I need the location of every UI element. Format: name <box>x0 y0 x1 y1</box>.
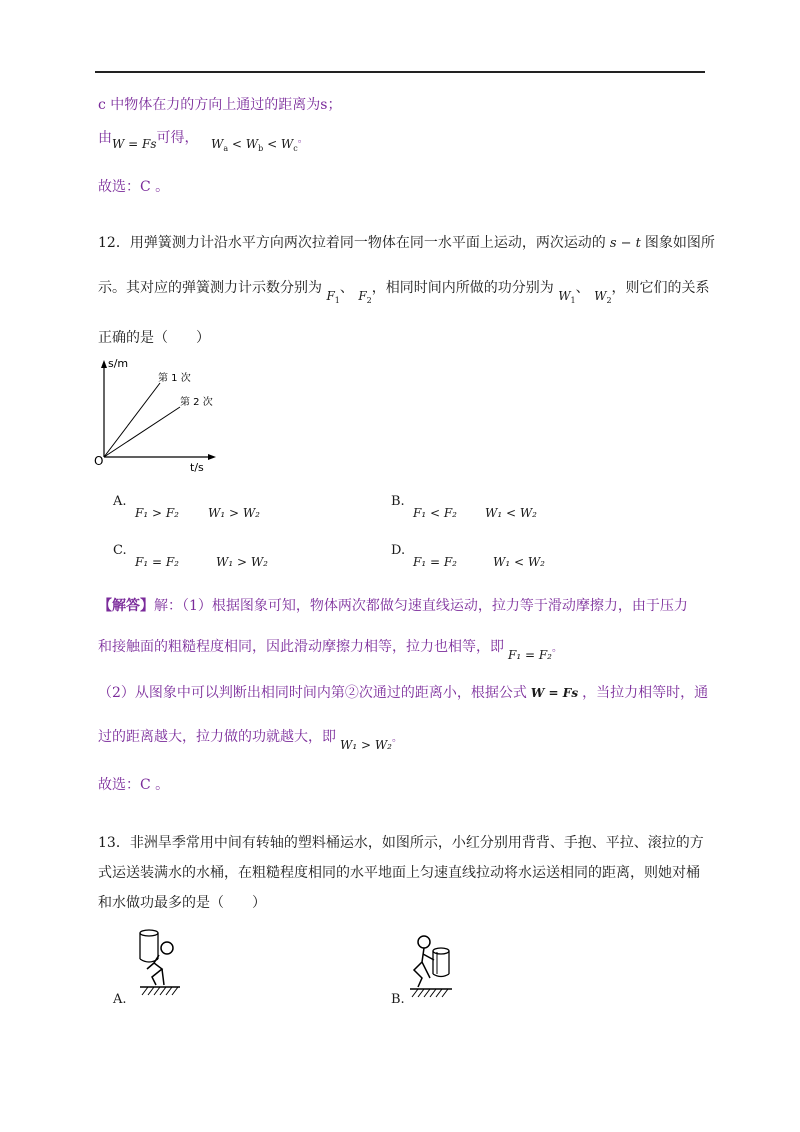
q12-f2: $F_2$ <box>358 289 372 305</box>
prev-relation: $W_a < W_b < W_c$ <box>210 137 298 153</box>
solution-period-2: 。 <box>391 733 402 744</box>
solution-line4 <box>98 727 402 752</box>
figure-arm-carry <box>408 932 468 1007</box>
solution-tag: 【解答】 <box>98 598 154 614</box>
q12-w1: $W_1$ <box>558 289 576 305</box>
line-second-label: 第 2 次 <box>180 397 213 408</box>
option-b-f: F₁ < F₂ <box>413 506 457 520</box>
header-rule <box>95 71 705 73</box>
q12-f1: $F_1$ <box>326 289 340 305</box>
option-d-f: F₁ = F₂ <box>413 555 457 569</box>
q12-st: s − t <box>609 236 641 251</box>
option-d-w: W₁ < W₂ <box>493 555 545 569</box>
option-d[interactable] <box>391 543 545 569</box>
solution-p1-formula: F₁ = F₂ <box>508 648 552 662</box>
solution-p1b: 和接触面的粗糙程度相同，因此滑动摩擦力相等，拉力也相等，即 <box>98 639 504 655</box>
solution-p2-result: W₁ > W₂ <box>340 738 392 752</box>
solution-p2b: ，当拉力相等时，通 <box>582 685 709 701</box>
q13-option-b-letter: B. <box>391 992 405 1007</box>
line-first <box>104 383 160 457</box>
q12-text-2b: ，相同时间内所做的功分别为 <box>371 280 554 296</box>
q13-option-b[interactable] <box>391 992 405 1007</box>
q12-text-2c: ，则它们的关系 <box>611 280 710 296</box>
prev-formula: W = Fs <box>112 137 157 151</box>
q13-option-a[interactable] <box>113 992 127 1007</box>
q13-option-a-letter: A. <box>113 992 127 1007</box>
line-first-label: 第 1 次 <box>158 373 191 384</box>
q13-stem-line3: 和水做功最多的是（ ） <box>98 895 266 911</box>
q12-stem-line2 <box>98 278 710 303</box>
y-axis-arrow <box>101 360 107 368</box>
option-a-f: F₁ > F₂ <box>135 506 179 520</box>
q12-sep-1: 、 <box>339 280 354 296</box>
option-a-w: W₁ > W₂ <box>208 506 260 520</box>
option-b-letter: B. <box>391 494 405 509</box>
solution-answer: 故选：C 。 <box>98 777 170 793</box>
q12-w2: $W_2$ <box>594 289 612 305</box>
q12-text-1a: 12．用弹簧测力计沿水平方向两次拉着同一物体在同一水平面上运动，两次运动的 <box>98 235 606 251</box>
prev-period: 。 <box>297 134 308 145</box>
prev-derive: 可得， <box>156 130 199 146</box>
q13-stem-line1: 13．非洲旱季常用中间有转轴的塑料桶运水，如图所示，小红分别用背背、手抱、平拉、滚拉的方 <box>98 835 704 851</box>
option-d-letter: D. <box>391 543 406 558</box>
q13-stem-line2: 式运送装满水的水桶，在粗糙程度相同的水平地面上匀速直线拉动将水运送相同的距离，则她对桶 <box>98 865 700 881</box>
x-axis-label: t/s <box>190 461 204 473</box>
st-graph <box>92 355 222 473</box>
solution-line2 <box>98 637 562 662</box>
solution-p1a: 解：（1）根据图象可知，物体两次都做匀速直线运动，拉力等于滑动摩擦力，由于压力 <box>154 598 688 614</box>
prev-answer: 故选：C 。 <box>98 179 170 195</box>
solution-p2a: （2）从图象中可以判断出相同时间内第②次通过的距离小，根据公式 <box>98 685 527 701</box>
origin-label: O <box>94 454 104 468</box>
solution-line1 <box>98 596 688 616</box>
q12-text-2a: 示。其对应的弹簧测力计示数分别为 <box>98 280 322 296</box>
option-c[interactable] <box>113 543 268 569</box>
option-c-f: F₁ = F₂ <box>135 555 179 569</box>
option-b-w: W₁ < W₂ <box>485 506 537 520</box>
option-c-letter: C. <box>113 543 127 558</box>
option-b[interactable] <box>391 494 537 520</box>
x-axis-arrow <box>208 454 216 460</box>
option-a-letter: A. <box>113 494 127 509</box>
q12-stem-line3: 正确的是（ ） <box>98 330 210 346</box>
solution-p2c: 过的距离越大，拉力做的功就越大，即 <box>98 729 336 745</box>
line-second <box>104 407 180 457</box>
prev-derivation <box>98 128 308 153</box>
y-axis-label: s/m <box>108 357 129 370</box>
q12-sep-2: 、 <box>575 280 590 296</box>
option-a[interactable] <box>113 494 260 520</box>
figure-back-carry <box>130 925 190 1005</box>
q12-stem-line1 <box>98 233 715 254</box>
q12-text-1b: 图象如图所 <box>644 235 715 251</box>
solution-period-1: 。 <box>551 643 562 654</box>
prev-by: 由 <box>98 130 112 146</box>
option-c-w: W₁ > W₂ <box>216 555 268 569</box>
prev-solution-line: c 中物体在力的方向上通过的距离为s； <box>98 97 342 113</box>
solution-p2-formula: W = Fs <box>530 686 579 700</box>
solution-line3 <box>98 683 708 703</box>
